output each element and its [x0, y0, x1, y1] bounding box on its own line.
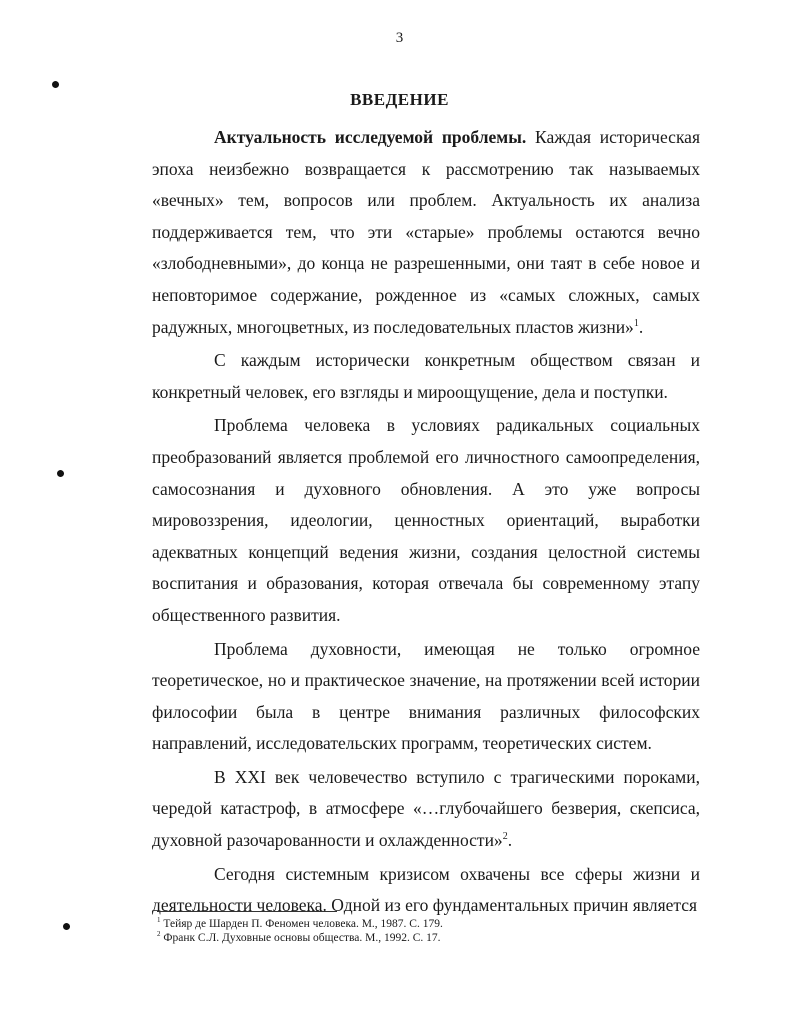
scan-speck — [56, 469, 65, 478]
scan-speck — [62, 922, 71, 931]
footnote-ref: 1 — [633, 317, 639, 329]
footnote-text: Тейяр де Шарден П. Феномен человека. М., 1987. С. 179. — [160, 918, 443, 930]
paragraph: Сегодня системным кризисом охвачены все сферы жизни и деятельности человека. Одной из его фундаментальных причин является — [152, 863, 700, 916]
footnote-separator — [157, 911, 337, 912]
footnote-mark: 1 — [157, 916, 161, 925]
paragraph: Проблема духовности, имеющая не только огромное теоретическое, но и практическое значение, на протяжении всей истории философии была в центре внимания различных философских направлений, исследовательских программ, теоретических систем. — [152, 638, 700, 754]
section-heading: ВВЕДЕНИЕ — [350, 90, 449, 109]
paragraph-tail: . — [638, 316, 644, 337]
paragraph: Проблема человека в условиях радикальных социальных преобразований является проблемой его личностного самоопределения, самосознания и духовного обновления. А это уже вопросы мировоззрения, идеологии, ценностных ориентаций, выработки адекватных концепций ведения жизни, создания целостной системы воспитания и образования, которая отвечала бы современному этапу общественного развития. — [152, 415, 700, 625]
paragraph-relevance — [152, 122, 700, 343]
footnote-mark: 2 — [157, 930, 161, 939]
page-number: 3 — [395, 30, 404, 46]
footnote-ref: 2 — [502, 831, 508, 843]
footnote — [157, 931, 697, 945]
paragraph: С каждым исторически конкретным обществом связан и конкретный человек, его взгляды и мироощущение, дела и поступки. — [152, 350, 700, 402]
paragraph-text: В XXI век человечество вступило с трагическими пороками, чередой катастроф, в атмосфере «…глубочайшего безверия, скепсиса, духовной разочарованности и охлажденности» — [152, 766, 700, 851]
paragraph-tail: . — [507, 830, 513, 851]
paragraph-lead: Актуальность исследуемой проблемы. — [214, 127, 527, 147]
paragraph — [152, 762, 700, 857]
footnote — [157, 917, 697, 931]
footnote-text: Франк С.Л. Духовные основы общества. М., 1992. С. 17. — [160, 932, 441, 944]
paragraph-text: Каждая историческая эпоха неизбежно возвращается к рассмотрению так называемых «вечных» тем, вопросов или проблем. Актуальность их анализа поддерживается тем, что эти «старые» проблемы остаются вечно «злободневными», до конца не разрешенными, они таят в себе новое и неповторимое содержание, рожденное из «самых сложных, самых радужных, многоцветных, из последовательных пластов жизни» — [152, 127, 700, 337]
footnotes — [157, 917, 697, 945]
scan-speck — [51, 80, 60, 89]
